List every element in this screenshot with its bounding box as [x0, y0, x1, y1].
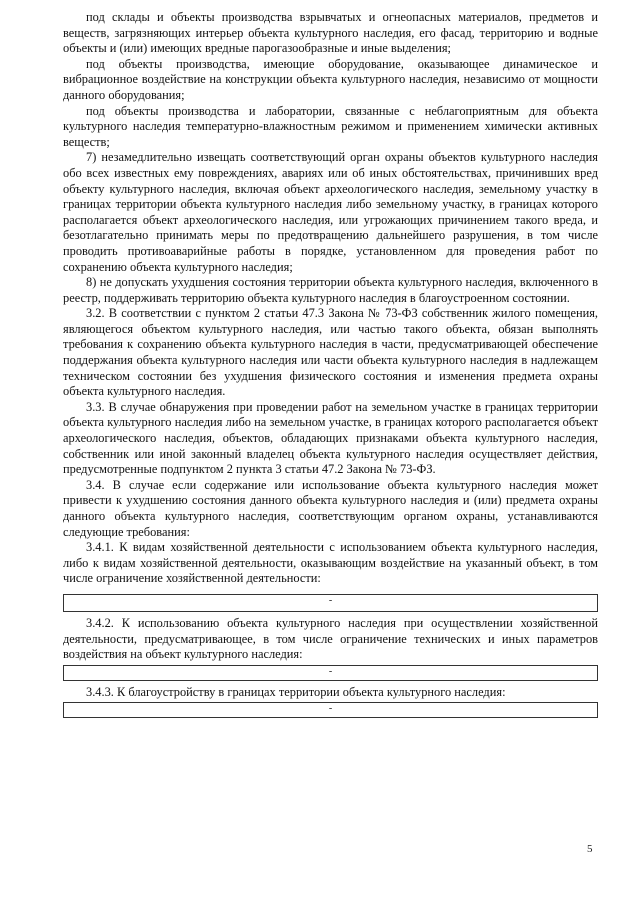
field-3-4-2: -: [63, 665, 598, 681]
paragraph: под склады и объекты производства взрывчатых и огнеопасных материалов, предметов и веществ, загрязняющих интерьер объекта культурного наследия, его фасад, территорию и водные объекты и (или) имеющих вредные парогазообразные и иные выделения;: [63, 10, 598, 56]
paragraph-item-8: 8) не допускать ухудшения состояния территории объекта культурного наследия, включенного в реестр, поддерживать территорию объекта культурного наследия в благоустроенном состоянии.: [63, 275, 598, 305]
section-3-4-1: 3.4.1. К видам хозяйственной деятельности с использованием объекта культурного наследия, либо к видам хозяйственной деятельности, оказывающим воздействие на указанный объект, в том числе ограничение хозяйственной деятельности:: [63, 540, 598, 586]
page-number: 5: [587, 843, 593, 855]
paragraph: под объекты производства и лаборатории, связанные с неблагоприятным для объекта культурного наследия температурно-влажностным режимом и применением химически активных веществ;: [63, 103, 598, 149]
section-3-4-2: 3.4.2. К использованию объекта культурного наследия при осуществлении хозяйственной деятельности, предусматривающее, в том числе ограничение технических и иных параметров воздействия на объект культурного наследия:: [63, 615, 598, 662]
section-3-3: 3.3. В случае обнаружения при проведении работ на земельном участке в границах территории объекта культурного наследия либо на земельном участке, в границах которого располагается объект археологического наследия, объектов, обладающих признаками объекта культурного наследия, собственник или иной законный владелец объекта культурного наследия осуществляет действия, предусмотренные подпунктом 2 пункта 3 статьи 47.2 Закона № 73-ФЗ.: [63, 399, 598, 477]
field-3-4-1: -: [63, 594, 598, 612]
paragraph: под объекты производства, имеющие оборудование, оказывающее динамическое и вибрационное воздействие на конструкции объекта культурного наследия, независимо от мощности данного оборудования;: [63, 56, 598, 102]
section-3-4-3: 3.4.3. К благоустройству в границах территории объекта культурного наследия:: [86, 684, 506, 699]
section-3-4: 3.4. В случае если содержание или использование объекта культурного наследия может привести к ухудшению состояния данного объекта культурного наследия и (или) предмета охраны данного объекта культурного наследия, соответствующим органом охраны, устанавливаются следующие требования:: [63, 477, 598, 539]
paragraph-item-7: 7) незамедлительно извещать соответствующий орган охраны объектов культурного наследия обо всех известных ему повреждениях, авариях или об иных обстоятельствах, причинивших вред объекту культурного наследия, включая объект археологического наследия, земельному участку в границах территории объекта культурного наследия либо земельному участку, в границах которого располагается объект археологического наследия, или угрожающих причинением такого вреда, и безотлагательно принимать меры по предотвращению дальнейшего разрушения, в том числе проводить противоаварийные работы в порядке, установленном для проведения работ по сохранению объекта культурного наследия;: [63, 150, 598, 274]
section-3-2: 3.2. В соответствии с пунктом 2 статьи 47.3 Закона № 73-ФЗ собственник жилого помещения, являющегося объектом культурного наследия, или частью такого объекта, обязан выполнять требования к сохранению объекта культурного наследия в части, предусматривающей обеспечение поддержания объекта культурного наследия или части объекта культурного наследия в надлежащем техническом состоянии без ухудшения физического состояния и изменения предмета охраны объекта культурного наследия.: [63, 306, 598, 399]
document-page: [63, 10, 598, 722]
field-3-4-3: -: [63, 702, 598, 718]
